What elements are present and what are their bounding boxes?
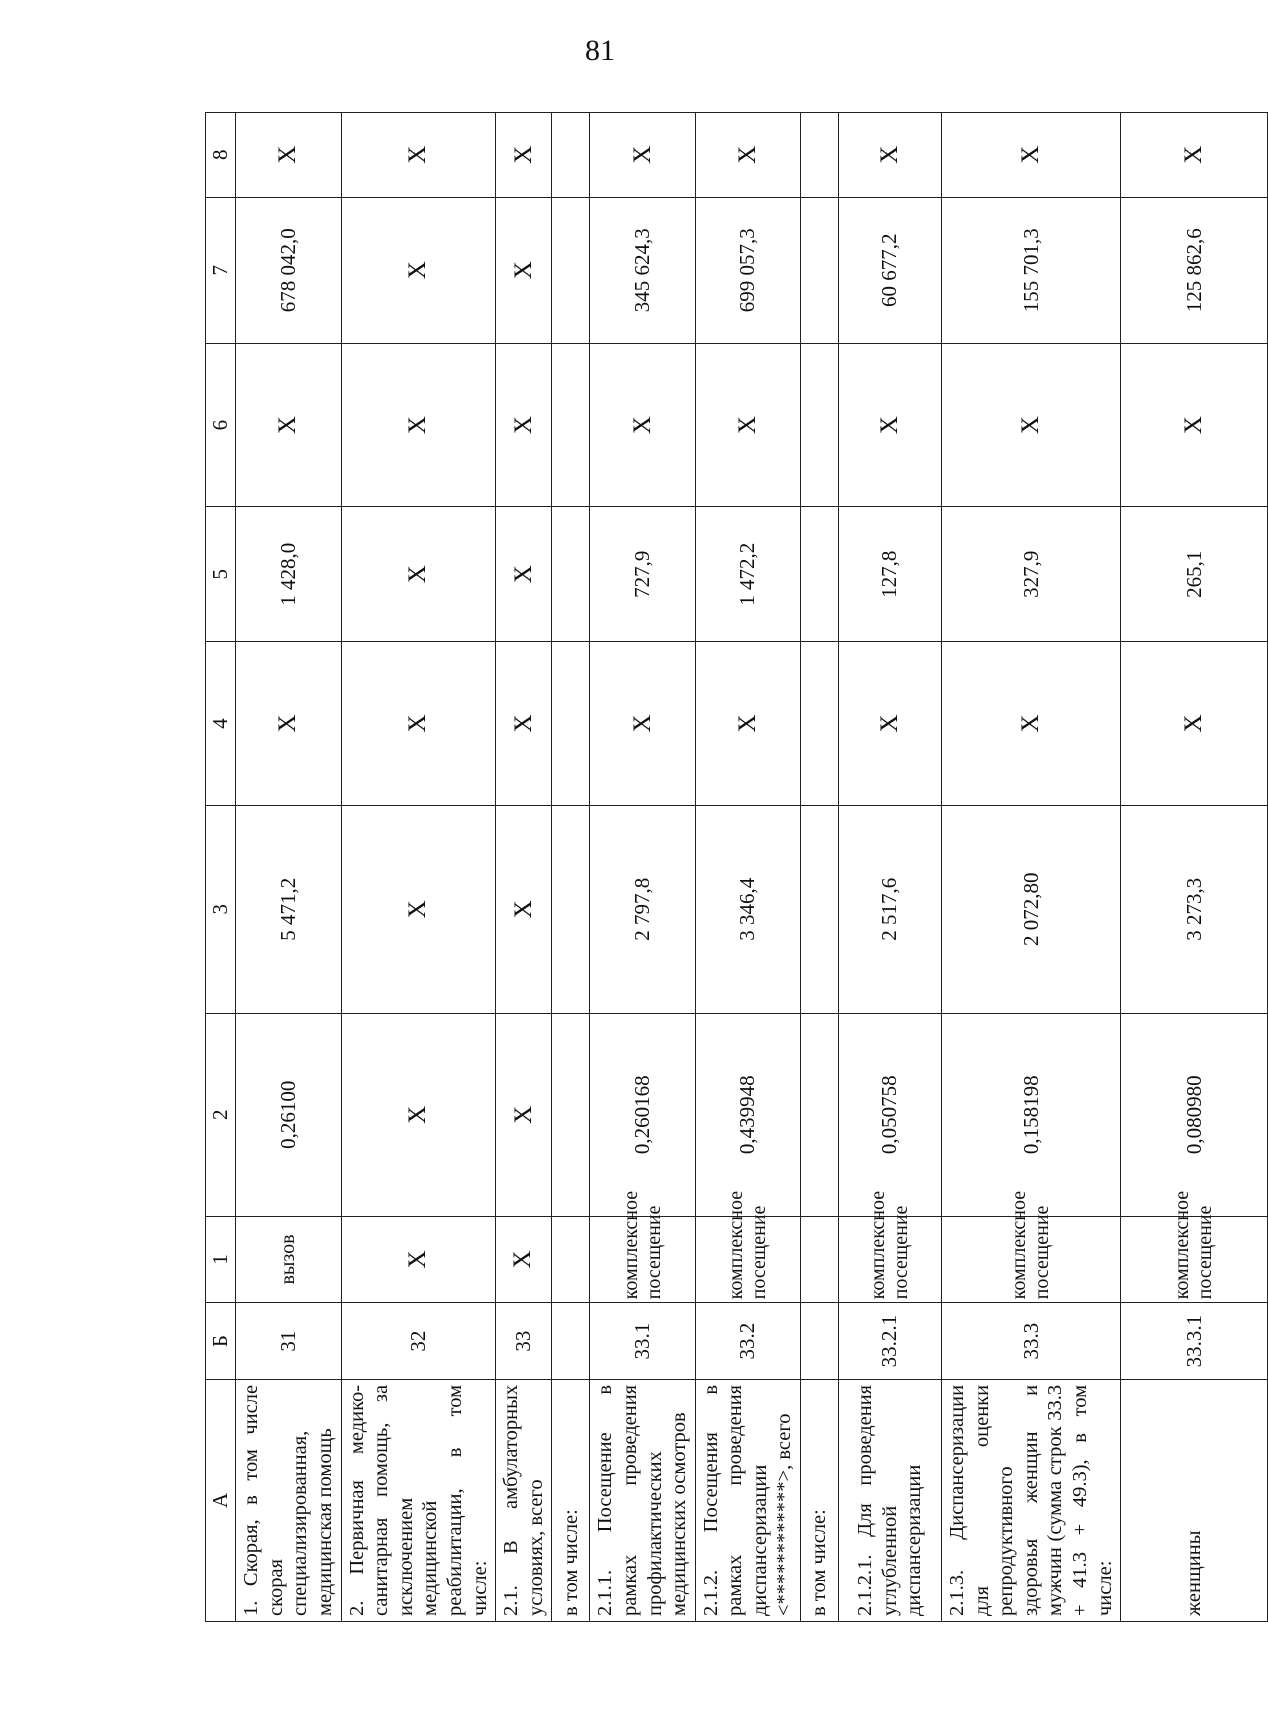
cell-col2: 0,439948 (695, 1013, 800, 1216)
cell-col8: Х (839, 113, 942, 198)
cell-col4: Х (590, 642, 695, 805)
cell-col8 (552, 113, 590, 198)
table-row (695, 113, 800, 1622)
cell-col5 (801, 507, 839, 642)
cell-col5: 127,8 (839, 507, 942, 642)
cell-col7: 345 624,3 (590, 197, 695, 343)
table-row (801, 113, 839, 1622)
cell-col6: Х (942, 343, 1121, 506)
cell-col2: 0,260168 (590, 1013, 695, 1216)
cell-col7: 125 862,6 (1121, 197, 1268, 343)
cell-col8: Х (496, 113, 552, 198)
cell-col6: Х (695, 343, 800, 506)
cell-col8 (801, 113, 839, 198)
header-cell: 8 (206, 113, 236, 198)
cell-col5: Х (341, 507, 496, 642)
cell-col8: Х (1121, 113, 1268, 198)
row-name: в том числе: (801, 1379, 839, 1621)
row-code: 33.2 (695, 1303, 800, 1380)
cell-col3: 3 273,3 (1121, 805, 1268, 1013)
cell-col7: 699 057,3 (695, 197, 800, 343)
cell-col8: Х (236, 113, 341, 198)
page-number: 81 (585, 34, 615, 67)
cell-col6 (552, 343, 590, 506)
header-cell: Б (206, 1303, 236, 1380)
row-code: 33 (496, 1303, 552, 1380)
header-cell: 4 (206, 642, 236, 805)
cell-col2: 0,158198 (942, 1013, 1121, 1216)
table-row (1121, 113, 1268, 1622)
cell-col7: Х (496, 197, 552, 343)
cell-col5: 727,9 (590, 507, 695, 642)
cell-col8: Х (942, 113, 1121, 198)
cell-col3: 3 346,4 (695, 805, 800, 1013)
row-code: 31 (236, 1303, 341, 1380)
header-cell: 3 (206, 805, 236, 1013)
cell-col5: 1 472,2 (695, 507, 800, 642)
row-name: 2.1. В амбулаторных условиях, всего (496, 1379, 552, 1621)
row-unit (552, 1216, 590, 1303)
header-cell: 6 (206, 343, 236, 506)
cell-col7: 678 042,0 (236, 197, 341, 343)
row-name: 2.1.2. Посещения в рамках проведения диспансеризации <************>, всего (695, 1379, 800, 1621)
table-row (496, 113, 552, 1622)
table-row (341, 113, 496, 1622)
table-row (839, 113, 942, 1622)
cell-col5: 1 428,0 (236, 507, 341, 642)
cell-col4: Х (942, 642, 1121, 805)
header-cell: 1 (206, 1216, 236, 1303)
header-cell: 5 (206, 507, 236, 642)
cell-col5: 327,9 (942, 507, 1121, 642)
cell-col4 (552, 642, 590, 805)
cell-col3: 5 471,2 (236, 805, 341, 1013)
table-row (552, 113, 590, 1622)
row-name: 2. Первичная медико-санитарная помощь, за исключением медицинской реабилитации, в том числе: (341, 1379, 496, 1621)
cell-col6 (801, 343, 839, 506)
row-unit (801, 1216, 839, 1303)
row-code (801, 1303, 839, 1380)
cell-col3: 2 797,8 (590, 805, 695, 1013)
cell-col5 (552, 507, 590, 642)
row-code: 33.3.1 (1121, 1303, 1268, 1380)
cell-col6: Х (496, 343, 552, 506)
cell-col2 (552, 1013, 590, 1216)
cell-col6: Х (341, 343, 496, 506)
row-name: 1. Скорая, в том числе скорая специализированная, медицинская помощь (236, 1379, 341, 1621)
cell-col3: Х (341, 805, 496, 1013)
cell-col4: Х (1121, 642, 1268, 805)
row-name: 2.1.1. Посещение в рамках проведения профилактических медицинских осмотров (590, 1379, 695, 1621)
cell-col2: Х (496, 1013, 552, 1216)
row-code: 33.1 (590, 1303, 695, 1380)
cell-col8: Х (590, 113, 695, 198)
cell-col7: Х (341, 197, 496, 343)
cell-col5: Х (496, 507, 552, 642)
row-code: 33.3 (942, 1303, 1121, 1380)
header-cell: А (206, 1379, 236, 1621)
cell-col8: Х (695, 113, 800, 198)
cell-col4: Х (236, 642, 341, 805)
cell-col4 (801, 642, 839, 805)
row-unit: Х (496, 1216, 552, 1303)
row-name: 2.1.3. Диспансеризации для оценки репродуктивного здоровья женщин и мужчин (сумма строк 33.3 + 41.3 + 49.3), в том числе: (942, 1379, 1121, 1621)
cell-col2: 0,050758 (839, 1013, 942, 1216)
cell-col4: Х (839, 642, 942, 805)
cell-col7 (801, 197, 839, 343)
row-name: в том числе: (552, 1379, 590, 1621)
cell-col3: Х (496, 805, 552, 1013)
cell-col6: Х (236, 343, 341, 506)
row-unit: комплексное посещение (839, 1216, 942, 1303)
cell-col7 (552, 197, 590, 343)
row-unit: вызов (236, 1216, 341, 1303)
cell-col4: Х (695, 642, 800, 805)
cell-col3 (801, 805, 839, 1013)
row-name: женщины (1121, 1379, 1268, 1621)
cell-col4: Х (496, 642, 552, 805)
row-unit: комплексное посещение (1121, 1216, 1268, 1303)
cell-col2: 0,080980 (1121, 1013, 1268, 1216)
table-header-row (206, 113, 236, 1622)
cell-col5: 265,1 (1121, 507, 1268, 642)
cell-col6: Х (839, 343, 942, 506)
header-cell: 7 (206, 197, 236, 343)
row-code: 32 (341, 1303, 496, 1380)
table-row (590, 113, 695, 1622)
row-code (552, 1303, 590, 1380)
header-cell: 2 (206, 1013, 236, 1216)
table-row (236, 113, 341, 1622)
row-unit: комплексное посещение (590, 1216, 695, 1303)
cell-col6: Х (1121, 343, 1268, 506)
row-code: 33.2.1 (839, 1303, 942, 1380)
row-unit: комплексное посещение (695, 1216, 800, 1303)
row-unit: Х (341, 1216, 496, 1303)
row-name: 2.1.2.1. Для проведения углубленной диспансеризации (839, 1379, 942, 1621)
cell-col2: Х (341, 1013, 496, 1216)
row-unit: комплексное посещение (942, 1216, 1121, 1303)
cell-col6: Х (590, 343, 695, 506)
table-row (942, 113, 1121, 1622)
cell-col3 (552, 805, 590, 1013)
cell-col2 (801, 1013, 839, 1216)
cell-col2: 0,26100 (236, 1013, 341, 1216)
cell-col7: 60 677,2 (839, 197, 942, 343)
cell-col7: 155 701,3 (942, 197, 1121, 343)
data-table (205, 112, 1217, 1622)
cell-col3: 2 517,6 (839, 805, 942, 1013)
cell-col8: Х (341, 113, 496, 198)
cell-col3: 2 072,80 (942, 805, 1121, 1013)
cell-col4: Х (341, 642, 496, 805)
